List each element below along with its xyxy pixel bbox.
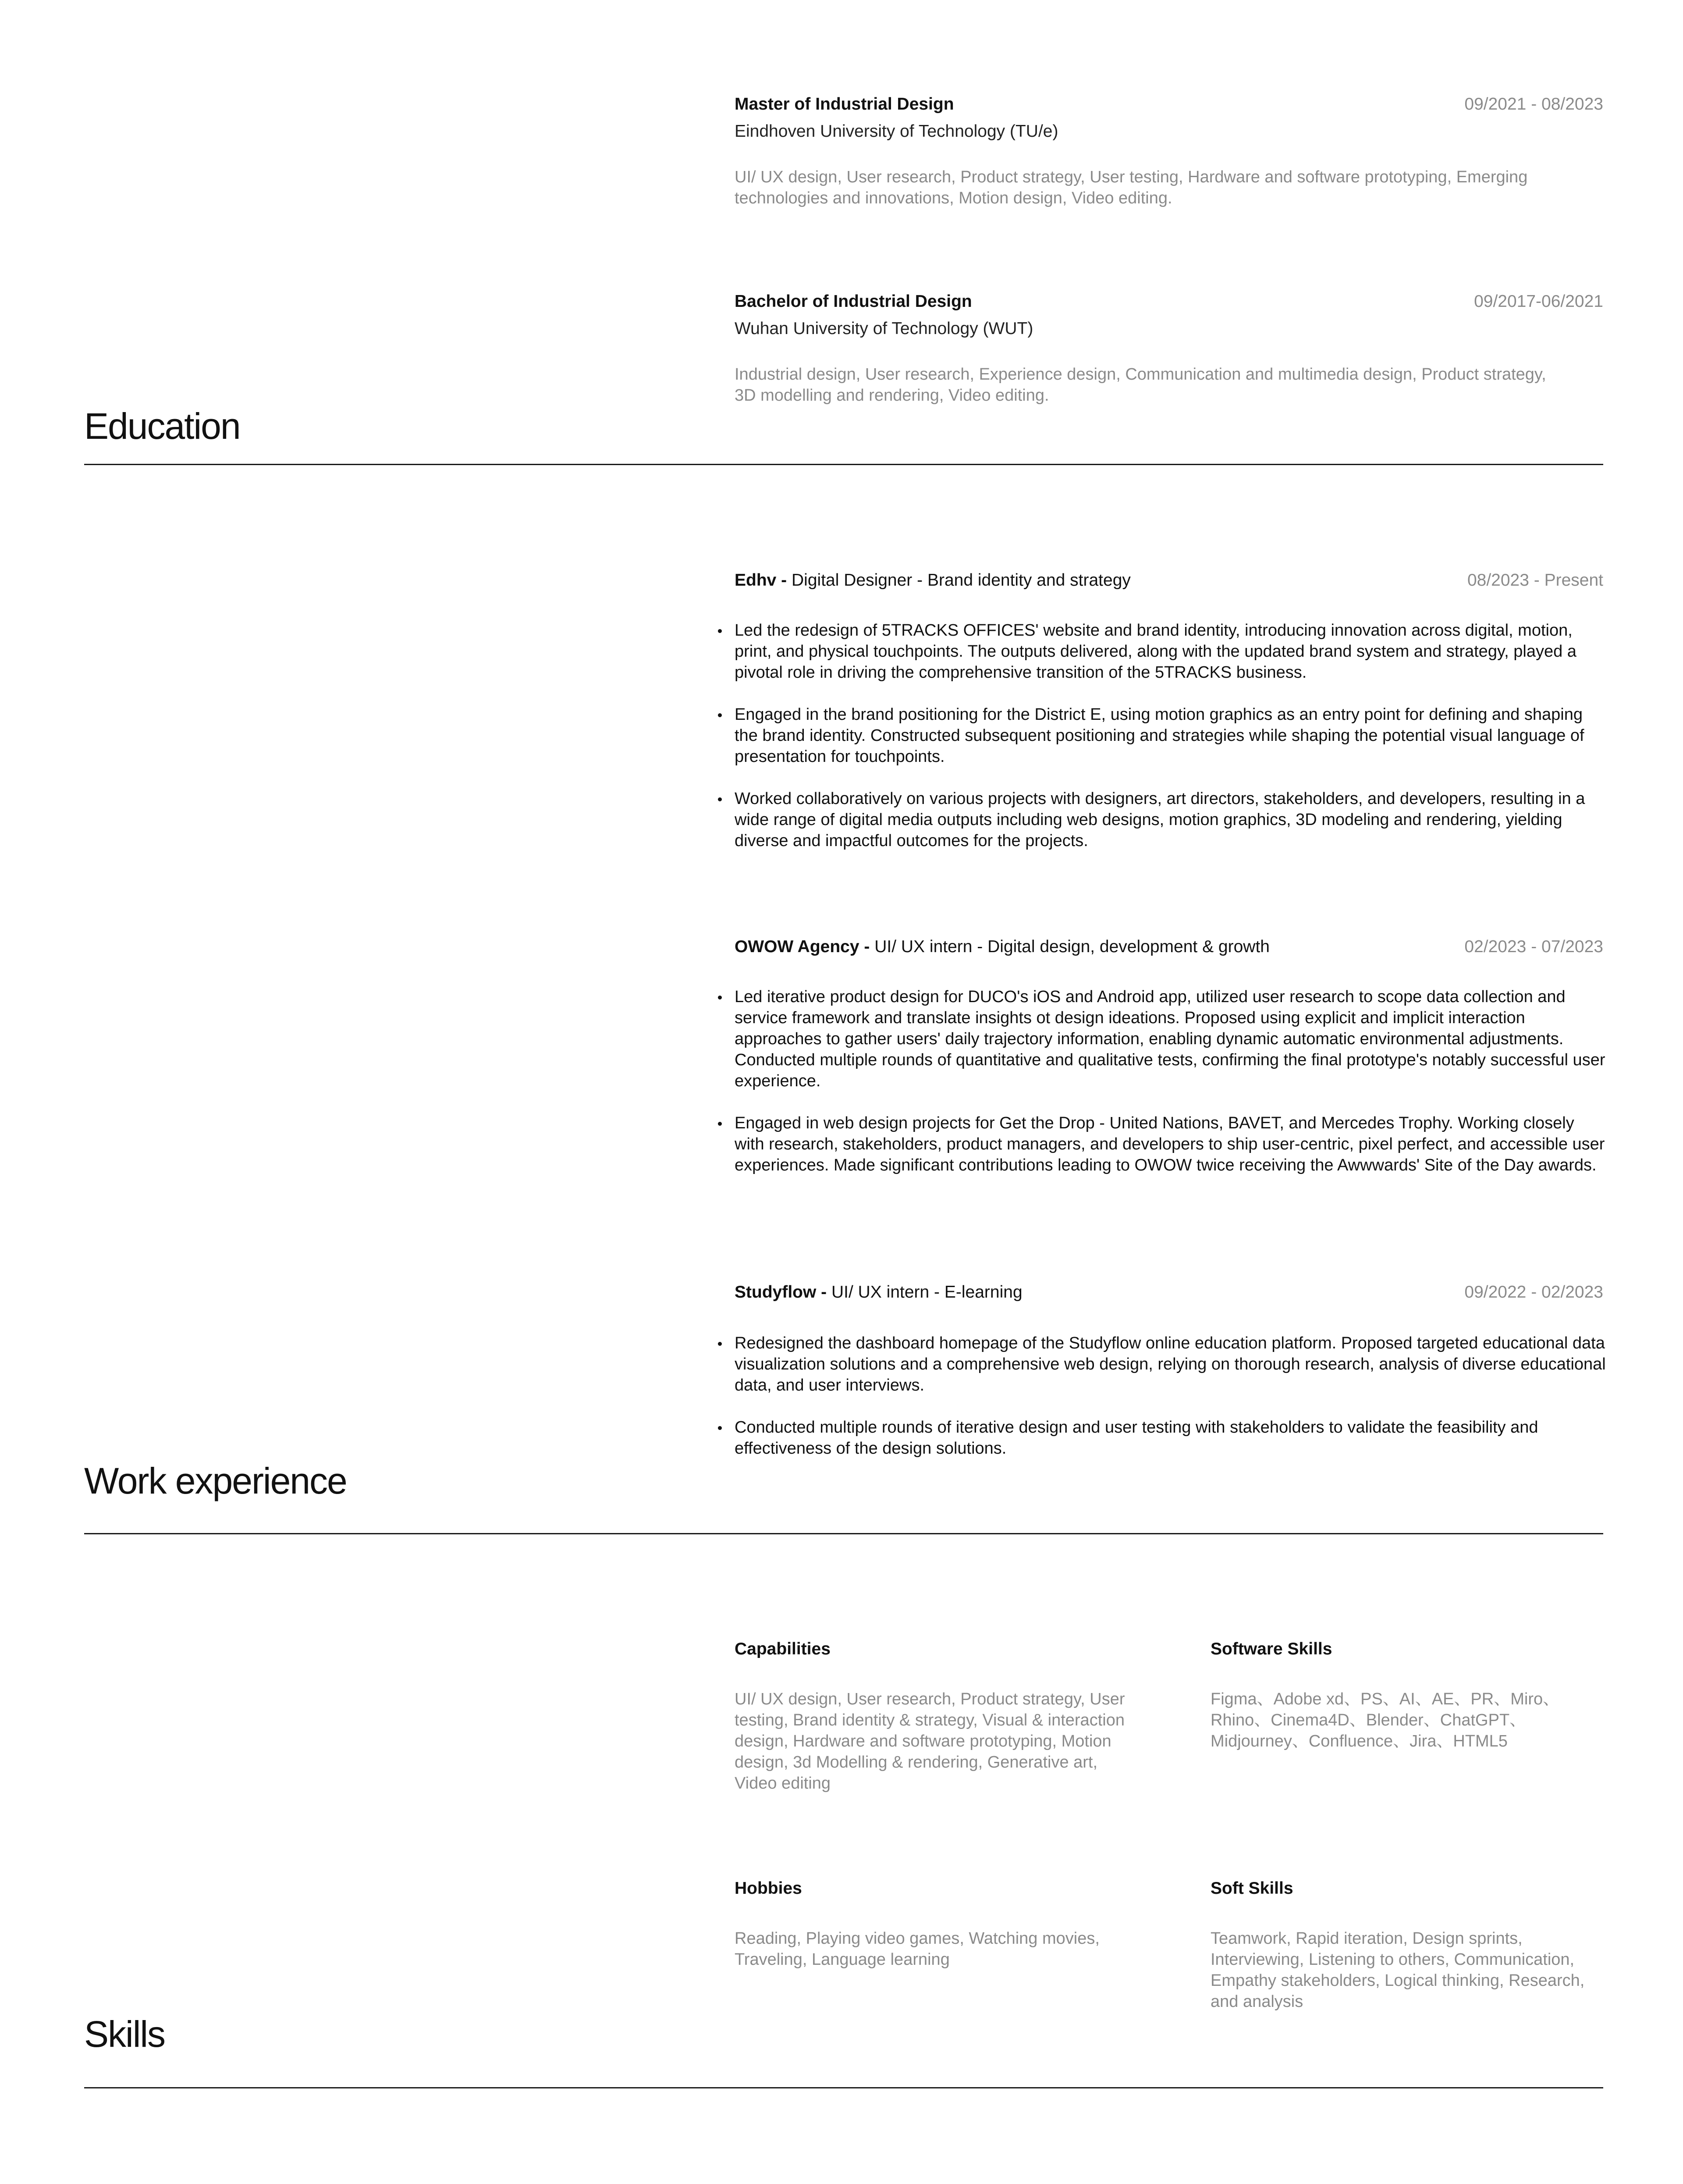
- list-item: Engaged in the brand positioning for the District E, using motion graphics as an entry point for defining and shaping the brand identity. Constructed subsequent positioning and strategies while shaping the potential visual language of presentation for touchpoints.: [735, 704, 1607, 767]
- work-title-edhv: Edhv - Digital Designer - Brand identity and strategy: [735, 571, 1131, 590]
- capabilities-text: UI/ UX design, User research, Product strategy, User testing, Brand identity & strategy, Visual & interaction design, Hardware and software prototyping, Motion design, 3d Modelling & rendering, Generative art, Video editing: [735, 1690, 1125, 1793]
- software-skills-text: Figma、Adobe xd、PS、AI、AE、PR、Miro、Rhino、Cinema4D、Blender、ChatGPT、Midjourney、Confluence、Jira、HTML5: [1211, 1690, 1560, 1750]
- list-item: Conducted multiple rounds of iterative design and user testing with stakeholders to validate the feasibility and effectiveness of the design solutions.: [735, 1417, 1607, 1459]
- work-divider: [84, 1533, 1603, 1534]
- list-item: Worked collaboratively on various projects with designers, art directors, stakeholders, and developers, resulting in a wide range of digital media outputs including web designs, motion graphics, 3D modeling and rendering, yielding diverse and impactful outcomes for the projects.: [735, 788, 1607, 851]
- work-title-owow: OWOW Agency - UI/ UX intern - Digital design, development & growth: [735, 937, 1270, 956]
- education-school-bachelor: Wuhan University of Technology (WUT): [735, 319, 1033, 338]
- work-bullets-owow: [735, 986, 1607, 1197]
- list-item: Engaged in web design projects for Get the Drop - United Nations, BAVET, and Mercedes Trophy. Working closely with research, stakeholders, product managers, and developers to ship user-centric, pixel perfect, and accessible user experiences. Made significant contributions leading to OWOW twice receiving the Awwwards' Site of the Day awards.: [735, 1113, 1607, 1176]
- education-description-master: UI/ UX design, User research, Product strategy, User testing, Hardware and software prototyping, Emerging technologies and innovations, Motion design, Video editing.: [735, 168, 1528, 207]
- list-item: Led iterative product design for DUCO's iOS and Android app, utilized user research to scope data collection and service framework and translate insights ot design ideations. Proposed using explicit and implicit interaction approaches to gather users' daily trajectory information, enabling dynamic automatic environmental adjustments. Conducted multiple rounds of quantitative and qualitative tests, confirming the final prototype's notably successful user experience.: [735, 986, 1607, 1092]
- software-skills-heading: Software Skills: [1211, 1640, 1332, 1658]
- hobbies-heading: Hobbies: [735, 1879, 802, 1898]
- education-degree-bachelor: Bachelor of Industrial Design: [735, 292, 972, 311]
- capabilities-heading: Capabilities: [735, 1640, 831, 1658]
- work-heading: Work experience: [84, 1460, 347, 1501]
- education-school-master: Eindhoven University of Technology (TU/e): [735, 122, 1058, 141]
- list-item: Redesigned the dashboard homepage of the Studyflow online education platform. Proposed targeted educational data visualization solutions and a comprehensive web design, relying on thorough research, analysis of diverse educational data, and user interviews.: [735, 1333, 1607, 1396]
- work-bullets-edhv: [735, 620, 1607, 872]
- work-title-studyflow: Studyflow - UI/ UX intern - E-learning: [735, 1283, 1023, 1302]
- skills-divider: [84, 2087, 1603, 2088]
- education-divider: [84, 464, 1603, 465]
- soft-skills-text: Teamwork, Rapid iteration, Design sprints, Interviewing, Listening to others, Communication, Empathy stakeholders, Logical thinking, Research, and analysis: [1211, 1929, 1585, 2011]
- work-date-edhv: 08/2023 - Present: [1467, 571, 1603, 590]
- work-date-studyflow: 09/2022 - 02/2023: [1464, 1283, 1603, 1302]
- work-bullets-studyflow: [735, 1333, 1607, 1480]
- education-heading: Education: [84, 405, 240, 447]
- soft-skills-heading: Soft Skills: [1211, 1879, 1293, 1898]
- education-degree-master: Master of Industrial Design: [735, 95, 954, 114]
- education-date-master: 09/2021 - 08/2023: [1464, 95, 1603, 114]
- work-date-owow: 02/2023 - 07/2023: [1464, 937, 1603, 956]
- hobbies-text: Reading, Playing video games, Watching movies, Traveling, Language learning: [735, 1929, 1100, 1969]
- education-date-bachelor: 09/2017-06/2021: [1474, 292, 1603, 311]
- education-description-bachelor: Industrial design, User research, Experience design, Communication and multimedia design, Product strategy, 3D modelling and rendering, Video editing.: [735, 365, 1546, 405]
- skills-heading: Skills: [84, 2013, 165, 2055]
- list-item: Led the redesign of 5TRACKS OFFICES' website and brand identity, introducing innovation across digital, motion, print, and physical touchpoints. The outputs delivered, along with the updated brand system and strategy, played a pivotal role in driving the comprehensive transition of the 5TRACKS business.: [735, 620, 1607, 683]
